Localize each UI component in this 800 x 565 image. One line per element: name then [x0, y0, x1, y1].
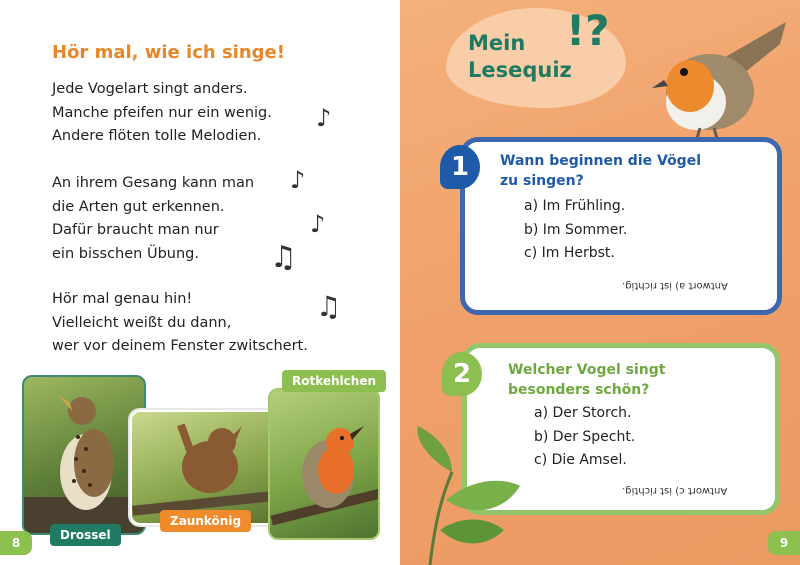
drossel-photo — [22, 375, 146, 535]
question-line: Wann beginnen die Vögel — [500, 153, 701, 169]
paragraph-line: Manche pfeifen nur ein wenig. — [52, 104, 272, 121]
page-title: Hör mal, wie ich singe! — [52, 42, 285, 63]
paragraph-line: ein bisschen Übung. — [52, 245, 199, 262]
music-notes-icon: ♫ — [270, 240, 297, 275]
answer-2-upside-down: Antwort c) ist richtig. — [622, 485, 728, 496]
paragraph-line: Jede Vogelart singt anders. — [52, 81, 248, 97]
robin-bird-icon — [270, 390, 380, 540]
option-c[interactable]: c) Im Herbst. — [524, 245, 615, 261]
rotkehlchen-photo — [268, 388, 380, 540]
paragraph-1 — [52, 78, 272, 149]
zaunkoenig-label: Zaunkönig — [160, 510, 251, 532]
music-note-icon: ♪ — [290, 166, 306, 194]
option-a[interactable]: a) Der Storch. — [534, 405, 632, 421]
quiz-title-line: Lesequiz — [468, 58, 572, 82]
paragraph-line: Dafür braucht man nur — [52, 222, 219, 238]
options-1 — [524, 195, 627, 266]
question-2 — [508, 360, 665, 400]
question-line: Welcher Vogel singt — [508, 362, 666, 378]
page-number-left: 8 — [0, 531, 32, 555]
paragraph-line: Vielleicht weißt du dann, — [52, 314, 232, 331]
question-line: zu singen? — [500, 173, 584, 189]
right-page — [400, 0, 800, 565]
music-note-icon: ♪ — [316, 104, 332, 132]
paragraph-2 — [52, 172, 254, 266]
option-c[interactable]: c) Die Amsel. — [534, 452, 627, 468]
zaunkoenig-photo — [130, 410, 280, 525]
quiz-title — [468, 30, 572, 84]
drossel-label: Drossel — [50, 524, 121, 546]
paragraph-3 — [52, 288, 308, 359]
option-a[interactable]: a) Im Frühling. — [524, 198, 626, 214]
quiz-title-line: Mein — [468, 31, 526, 55]
paragraph-line: Hör mal genau hin! — [52, 291, 193, 307]
paragraph-line: Andere flöten tolle Melodien. — [52, 128, 262, 144]
paragraph-line: die Arten gut erkennen. — [52, 198, 225, 215]
question-number-badge: 1 — [440, 145, 480, 189]
leaves-illustration-icon — [400, 420, 550, 565]
question-1 — [500, 151, 701, 191]
question-number-badge: 2 — [442, 352, 482, 396]
page-number-right: 9 — [768, 531, 800, 555]
exclamation-question-icon: !? — [566, 6, 610, 55]
music-notes-icon: ♫ — [316, 290, 342, 323]
question-line: besonders schön? — [508, 382, 650, 398]
thrush-bird-icon — [24, 377, 146, 535]
answer-1-upside-down: Antwort a) ist richtig. — [622, 280, 728, 291]
rotkehlchen-label: Rotkehlchen — [282, 370, 386, 392]
paragraph-line: An ihrem Gesang kann man — [52, 175, 255, 191]
robin-illustration-icon — [650, 20, 790, 150]
option-b[interactable]: b) Im Sommer. — [524, 221, 628, 238]
wren-bird-icon — [132, 412, 280, 525]
music-note-icon: ♪ — [310, 210, 326, 238]
paragraph-line: wer vor deinem Fenster zwitschert. — [52, 338, 308, 354]
option-b[interactable]: b) Der Specht. — [534, 428, 636, 445]
